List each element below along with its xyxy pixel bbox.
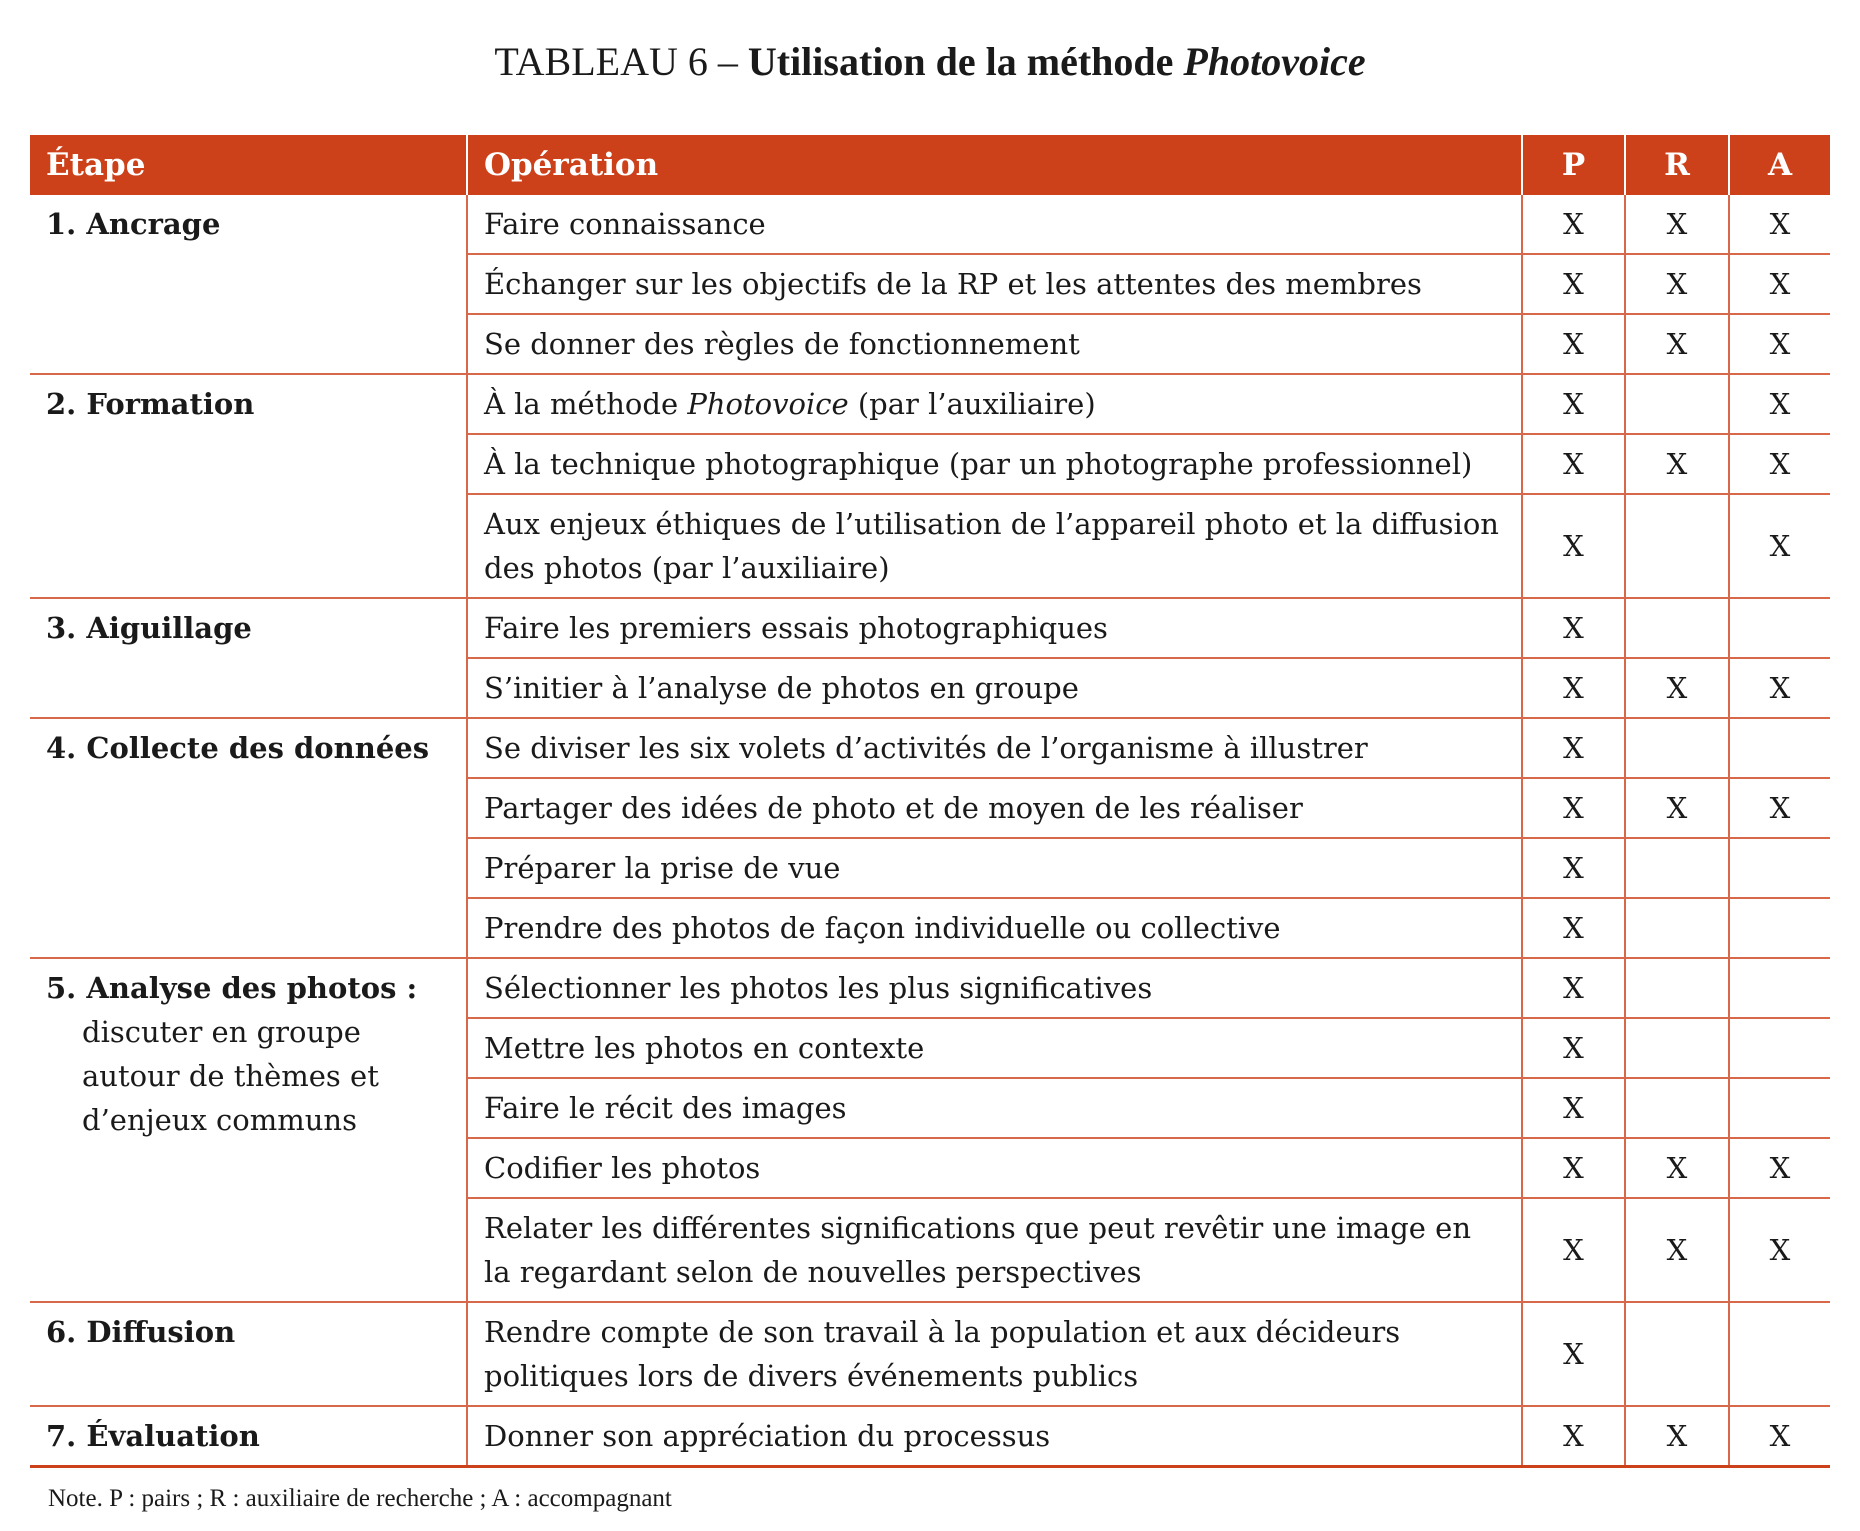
mark-r [1625,1018,1729,1078]
header-p: P [1522,135,1625,195]
mark-p: X [1522,494,1625,598]
operation-cell: Sélectionner les photos les plus significatives [467,958,1522,1018]
operation-cell: Donner son appréciation du processus [467,1406,1522,1467]
header-a: A [1729,135,1830,195]
mark-a [1729,1078,1830,1138]
mark-p: X [1522,1302,1625,1406]
operation-text-pre: À la méthode [484,387,688,421]
mark-a: X [1729,778,1830,838]
mark-r: X [1625,314,1729,374]
table-note: Note. P : pairs ; R : auxiliaire de recherche ; A : accompagnant [48,1485,672,1512]
table-row [30,1302,1830,1406]
mark-p: X [1522,434,1625,494]
mark-r [1625,1078,1729,1138]
table-row [30,718,1830,778]
header-r: R [1625,135,1729,195]
operation-cell: Faire les premiers essais photographiques [467,598,1522,658]
mark-p: X [1522,718,1625,778]
operation-cell: Mettre les photos en contexte [467,1018,1522,1078]
mark-r [1625,374,1729,434]
operation-cell: Relater les différentes significations que peut revêtir une image en la regardant selon de nouvelles perspectives [467,1198,1522,1302]
mark-p: X [1522,838,1625,898]
mark-p: X [1522,658,1625,718]
mark-a: X [1729,1406,1830,1467]
mark-a [1729,1302,1830,1406]
operation-cell: À la technique photographique (par un photographe professionnel) [467,434,1522,494]
mark-p: X [1522,1406,1625,1467]
mark-r: X [1625,1198,1729,1302]
operation-cell: Rendre compte de son travail à la population et aux décideurs politiques lors de divers événements publics [467,1302,1522,1406]
mark-r [1625,898,1729,958]
operation-text-method: Photovoice [687,387,849,421]
stage-1: 1. Ancrage [30,195,467,374]
table-header-row [30,135,1830,195]
mark-r [1625,598,1729,658]
operation-cell: Partager des idées de photo et de moyen de les réaliser [467,778,1522,838]
stage-5-subtitle: discuter en groupe autour de thèmes et d’enjeux communs [82,1015,379,1137]
mark-r: X [1625,778,1729,838]
mark-r [1625,718,1729,778]
stage-7: 7. Évaluation [30,1406,467,1467]
table-row [30,374,1830,434]
mark-p: X [1522,314,1625,374]
mark-a: X [1729,1138,1830,1198]
mark-r [1625,958,1729,1018]
table-title-method: Photovoice [1183,39,1366,84]
mark-p: X [1522,1078,1625,1138]
header-stage: Étape [30,135,467,195]
mark-a: X [1729,254,1830,314]
mark-r: X [1625,658,1729,718]
mark-p: X [1522,598,1625,658]
stage-4: 4. Collecte des données [30,718,467,958]
mark-p: X [1522,374,1625,434]
mark-p: X [1522,254,1625,314]
operation-cell: Aux enjeux éthiques de l’utilisation de l’appareil photo et la diffusion des photos (par l’auxiliaire) [467,494,1522,598]
mark-r: X [1625,254,1729,314]
mark-p: X [1522,1198,1625,1302]
table-title [0,36,1860,88]
mark-p: X [1522,958,1625,1018]
table-title-label: TABLEAU 6 – [494,39,738,84]
stage-3: 3. Aiguillage [30,598,467,718]
operation-cell: S’initier à l’analyse de photos en groupe [467,658,1522,718]
operation-text-post: (par l’auxiliaire) [848,387,1096,421]
mark-r: X [1625,195,1729,254]
table-row [30,1406,1830,1467]
mark-a [1729,718,1830,778]
stage-5 [30,958,467,1302]
operation-cell: Se donner des règles de fonctionnement [467,314,1522,374]
mark-r: X [1625,1406,1729,1467]
table-row [30,598,1830,658]
mark-p: X [1522,195,1625,254]
operation-cell: Faire le récit des images [467,1078,1522,1138]
mark-r: X [1625,1138,1729,1198]
mark-r [1625,838,1729,898]
table-row [30,958,1830,1018]
mark-p: X [1522,898,1625,958]
mark-a [1729,598,1830,658]
mark-a: X [1729,494,1830,598]
operation-cell: Faire connaissance [467,195,1522,254]
mark-r [1625,1302,1729,1406]
mark-p: X [1522,1018,1625,1078]
mark-a: X [1729,434,1830,494]
mark-a: X [1729,314,1830,374]
mark-p: X [1522,778,1625,838]
stage-2: 2. Formation [30,374,467,598]
operation-cell: Échanger sur les objectifs de la RP et les attentes des membres [467,254,1522,314]
mark-a: X [1729,195,1830,254]
header-operation: Opération [467,135,1522,195]
stage-6: 6. Diffusion [30,1302,467,1406]
mark-a [1729,898,1830,958]
mark-r [1625,494,1729,598]
operation-cell: Se diviser les six volets d’activités de l’organisme à illustrer [467,718,1522,778]
table-row [30,195,1830,254]
operation-cell: Prendre des photos de façon individuelle ou collective [467,898,1522,958]
table-title-main: Utilisation de la méthode [747,39,1174,84]
stage-5-title: 5. Analyse des photos : [46,971,418,1005]
mark-r: X [1625,434,1729,494]
mark-p: X [1522,1138,1625,1198]
mark-a [1729,838,1830,898]
photovoice-table [30,135,1830,1468]
mark-a: X [1729,374,1830,434]
mark-a [1729,958,1830,1018]
operation-cell: Préparer la prise de vue [467,838,1522,898]
operation-cell: Codifier les photos [467,1138,1522,1198]
mark-a: X [1729,1198,1830,1302]
operation-cell [467,374,1522,434]
mark-a: X [1729,658,1830,718]
mark-a [1729,1018,1830,1078]
